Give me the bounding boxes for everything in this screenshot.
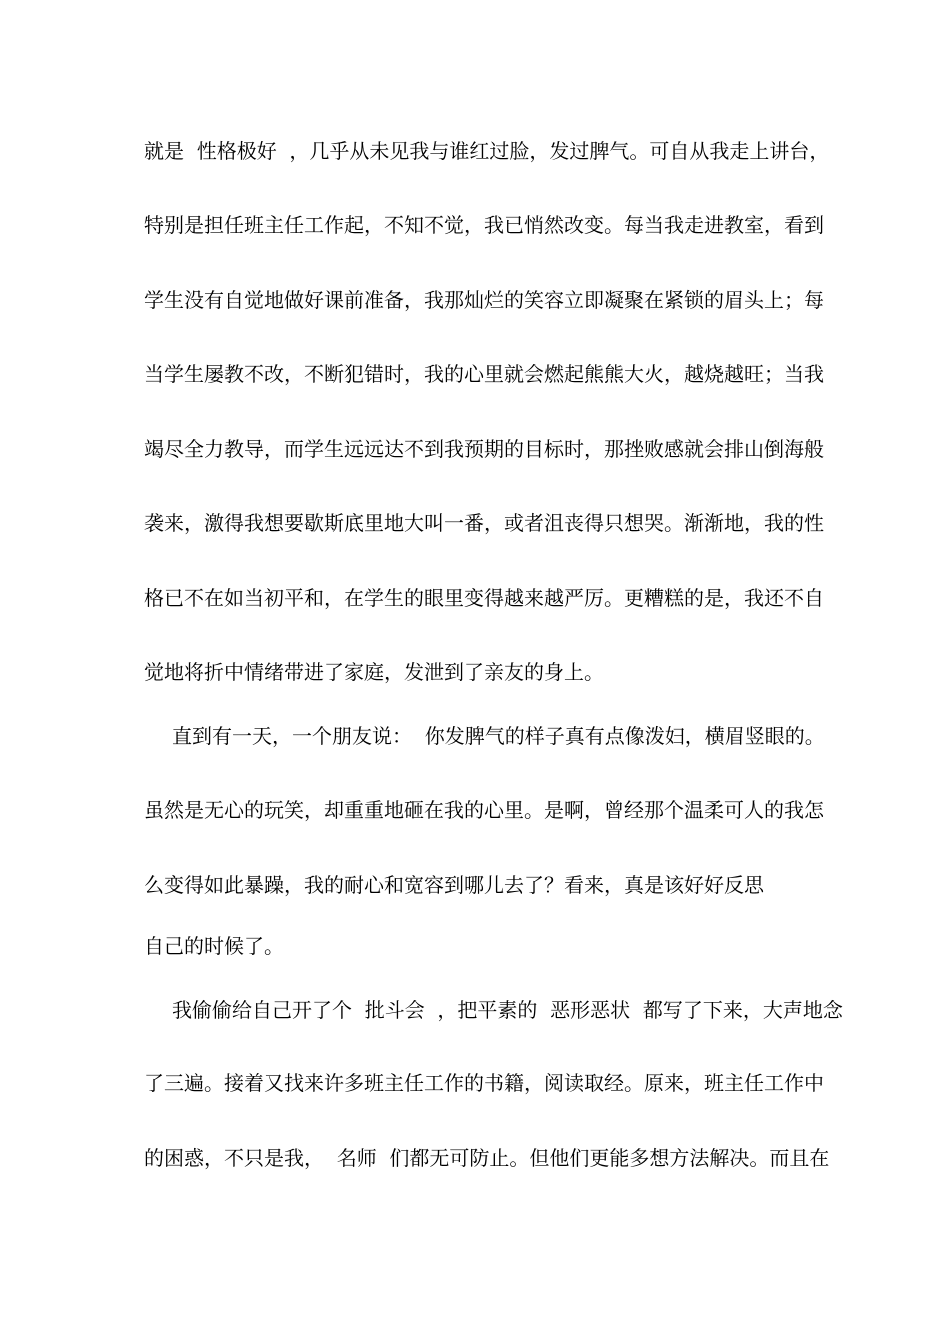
text-line: 就是 性格极好 ，几乎从未见我与谁红过脸，发过脾气。可自从我走上讲台， <box>144 139 830 163</box>
text-line: 学生没有自觉地做好课前准备，我那灿烂的笑容立即凝聚在紧锁的眉头上；每 <box>144 288 824 312</box>
text-line: 特别是担任班主任工作起，不知不觉，我已悄然改变。每当我走进教室，看到 <box>144 213 824 237</box>
text-line: 当学生屡教不改，不断犯错时，我的心里就会燃起熊熊大火，越烧越旺；当我 <box>144 362 824 386</box>
paragraph-start-line: 直到有一天，一个朋友说： 你发脾气的样子真有点像泼妇，横眉竖眼的。 <box>172 724 825 748</box>
text-line: 袭来，激得我想要歇斯底里地大叫一番，或者沮丧得只想哭。渐渐地，我的性 <box>144 511 824 535</box>
text-line: 的困惑，不只是我， 名师 们都无可防止。但他们更能多想方法解决。而且在 <box>144 1146 830 1170</box>
text-line: 了三遍。接着又找来许多班主任工作的书籍，阅读取经。原来，班主任工作中 <box>144 1071 824 1095</box>
paragraph-start-line: 我偷偷给自己开了个 批斗会 ，把平素的 恶形恶状 都写了下来，大声地念 <box>172 998 843 1022</box>
text-line: 自己的时候了。 <box>144 934 284 958</box>
text-line: 格已不在如当初平和，在学生的眼里变得越来越严厉。更糟糕的是，我还不自 <box>144 586 824 610</box>
text-line: 竭尽全力教导，而学生远远达不到我预期的目标时，那挫败感就会排山倒海般 <box>144 437 824 461</box>
text-line: 虽然是无心的玩笑，却重重地砸在我的心里。是啊，曾经那个温柔可人的我怎 <box>144 798 824 822</box>
text-line: 么变得如此暴躁，我的耐心和宽容到哪儿去了？看来，真是该好好反思 <box>144 873 764 897</box>
text-line: 觉地将折中情绪带进了家庭，发泄到了亲友的身上。 <box>144 660 604 684</box>
